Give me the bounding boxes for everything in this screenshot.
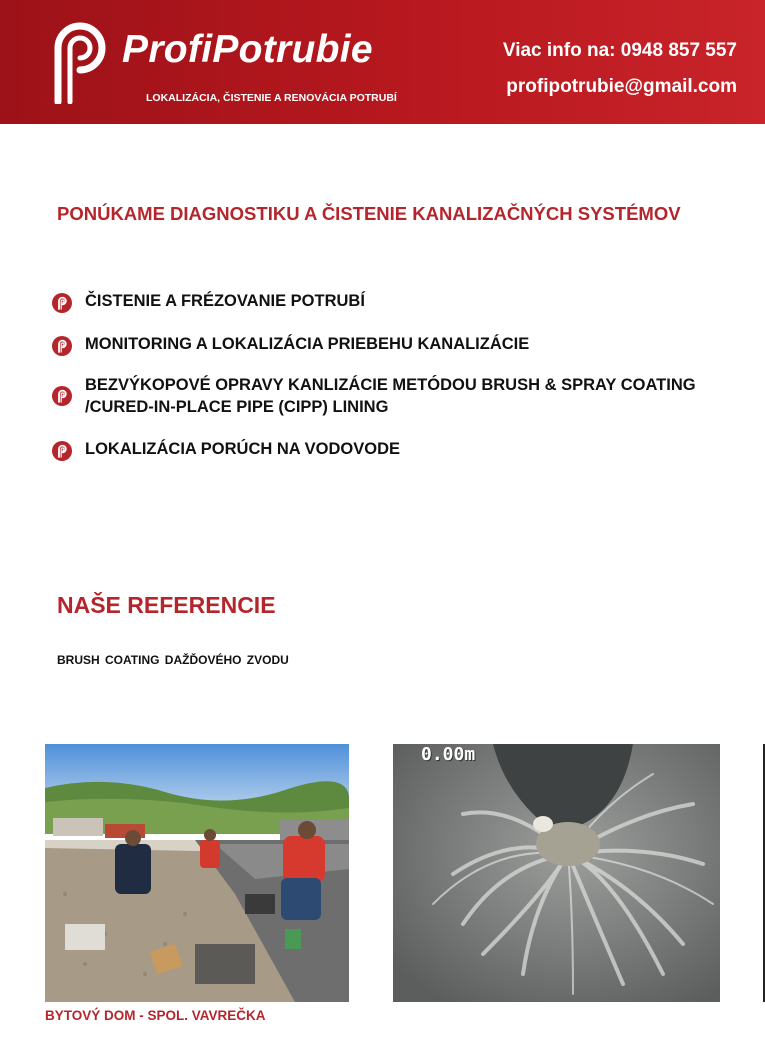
references-subtitle: BRUSH COATING DAŽĎOVÉHO ZVODU	[57, 653, 289, 667]
profipotrubie-logo-icon	[50, 18, 110, 104]
service-label: MONITORING A LOKALIZÁCIA PRIEBEHU KANALIZÁCIE	[85, 335, 530, 353]
logo-bullet-icon	[52, 386, 72, 406]
header-banner	[0, 0, 765, 124]
service-item	[52, 333, 732, 355]
service-label: ČISTENIE A FRÉZOVANIE POTRUBÍ	[85, 292, 365, 310]
logo-bullet-icon	[52, 336, 72, 356]
services-headline: PONÚKAME DIAGNOSTIKU A ČISTENIE KANALIZAČNÝCH SYSTÉMOV	[57, 203, 681, 224]
contact-email[interactable]: profipotrubie@gmail.com	[506, 76, 737, 97]
rooftop-photo	[45, 744, 349, 1002]
camera-distance-overlay: 0.00m	[421, 744, 476, 765]
pipe-brush-camera-photo	[393, 744, 720, 1002]
service-item	[52, 374, 732, 418]
brand-name: ProfiPotrubie	[122, 28, 373, 71]
contact-phone[interactable]: Viac info na: 0948 857 557	[502, 40, 737, 61]
references-title: NAŠE REFERENCIE	[57, 592, 276, 618]
service-label: BEZVÝKOPOVÉ OPRAVY KANLIZÁCIE METÓDOU BRUSH & SPRAY COATING /CURED-IN-PLACE PIPE (CIPP) LINING	[85, 376, 696, 416]
photo-caption: BYTOVÝ DOM - SPOL. VAVREČKA	[45, 1008, 266, 1023]
services-list	[52, 290, 732, 460]
logo-bullet-icon	[52, 441, 72, 461]
service-item	[52, 438, 732, 460]
logo-bullet-icon	[52, 293, 72, 313]
service-label: LOKALIZÁCIA PORÚCH NA VODOVODE	[85, 440, 401, 458]
service-item	[52, 290, 732, 312]
brand-tagline: LOKALIZÁCIA, ČISTENIE A RENOVÁCIA POTRUBÍ	[146, 92, 397, 104]
